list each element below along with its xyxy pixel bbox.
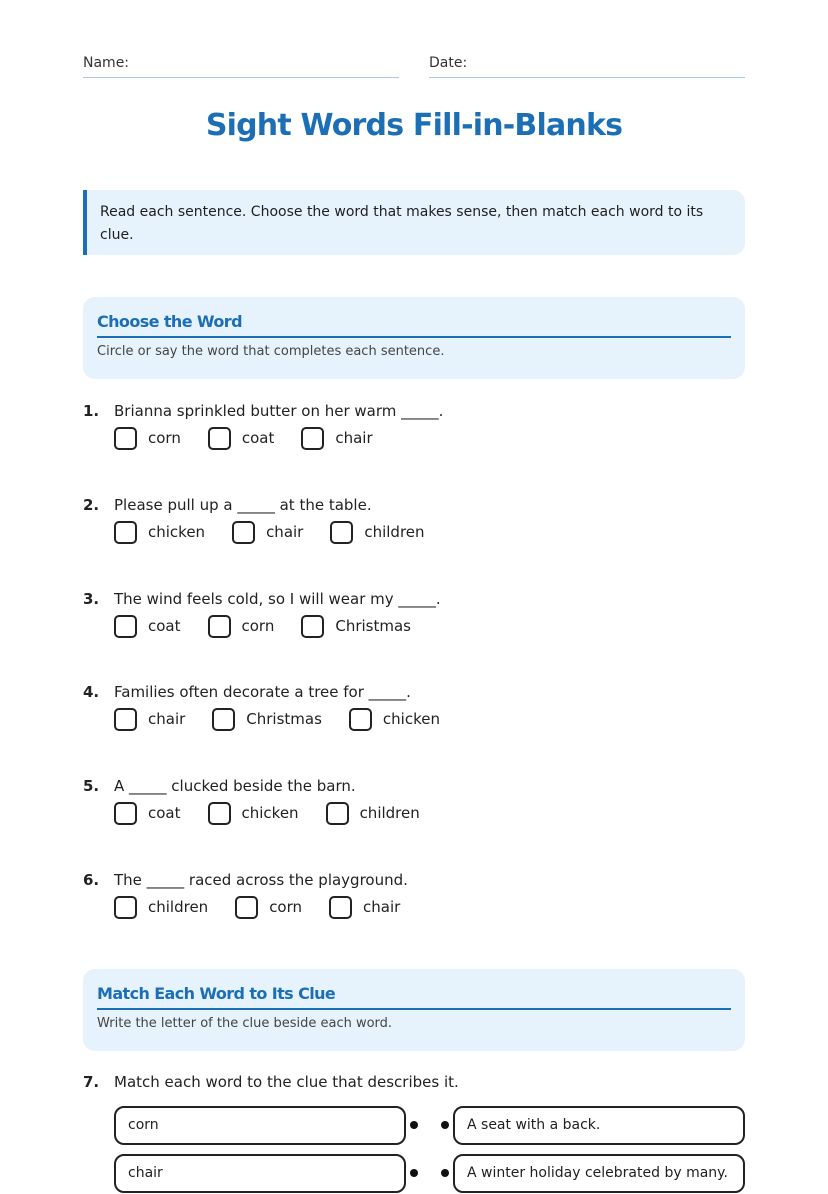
option-label: children [364, 522, 425, 541]
question-4 [83, 682, 745, 728]
option-chair[interactable] [329, 894, 400, 919]
checkbox[interactable] [326, 802, 349, 825]
option-chicken[interactable] [114, 519, 205, 544]
checkbox[interactable] [208, 427, 231, 450]
question-2 [83, 495, 745, 541]
option-corn[interactable] [208, 613, 275, 638]
question-number: 2. [83, 496, 100, 514]
question-6 [83, 870, 745, 916]
question-number: 1. [83, 402, 100, 420]
option-label: Christmas [246, 709, 322, 728]
question-text: Families often decorate a tree for _____. [114, 683, 411, 701]
option-label: corn [148, 428, 181, 447]
section-subtitle: Circle or say the word that completes each sentence. [97, 344, 445, 359]
section-title: Choose the Word [97, 312, 731, 338]
match-clue-box[interactable]: A winter holiday celebrated by many. [453, 1154, 745, 1193]
section-title: Match Each Word to Its Clue [97, 984, 731, 1010]
option-label: chair [148, 709, 186, 728]
option-christmas[interactable] [301, 613, 411, 638]
question-5 [83, 776, 745, 822]
name-field[interactable] [83, 52, 399, 78]
option-chair[interactable] [301, 425, 372, 450]
checkbox[interactable] [114, 615, 137, 638]
question-number: 5. [83, 777, 100, 795]
checkbox[interactable] [114, 896, 137, 919]
match-row [114, 1106, 745, 1146]
option-label: chair [363, 897, 401, 916]
checkbox[interactable] [232, 521, 255, 544]
checkbox[interactable] [208, 802, 231, 825]
page-title: Sight Words Fill-in-Blanks [205, 108, 623, 143]
match-dot-left[interactable] [410, 1169, 418, 1177]
checkbox[interactable] [212, 708, 235, 731]
checkbox[interactable] [301, 615, 324, 638]
option-label: chicken [148, 522, 206, 541]
checkbox[interactable] [330, 521, 353, 544]
instructions-box: Read each sentence. Choose the word that makes sense, then match each word to its clue. [83, 190, 745, 255]
worksheet-page [83, 0, 745, 1181]
option-chicken[interactable] [208, 800, 299, 825]
option-label: coat [148, 803, 181, 822]
option-children[interactable] [114, 894, 208, 919]
option-label: chair [266, 522, 304, 541]
checkbox[interactable] [114, 521, 137, 544]
checkbox[interactable] [114, 427, 137, 450]
option-coat[interactable] [208, 425, 275, 450]
checkbox[interactable] [208, 615, 231, 638]
option-label: chicken [241, 803, 299, 822]
checkbox[interactable] [114, 802, 137, 825]
question-number: 6. [83, 871, 100, 889]
checkbox[interactable] [114, 708, 137, 731]
question-number: 3. [83, 590, 100, 608]
option-corn[interactable] [114, 425, 181, 450]
name-label: Name: [83, 55, 130, 71]
question-3 [83, 589, 745, 635]
checkbox[interactable] [235, 896, 258, 919]
question-text: A _____ clucked beside the barn. [114, 777, 356, 795]
option-label: chair [335, 428, 373, 447]
option-label: Christmas [335, 616, 411, 635]
match-row [114, 1154, 745, 1194]
checkbox[interactable] [329, 896, 352, 919]
match-clue-box[interactable]: A seat with a back. [453, 1106, 745, 1145]
question-number: 4. [83, 683, 100, 701]
option-coat[interactable] [114, 800, 181, 825]
match-dot-right[interactable] [441, 1121, 449, 1129]
question-text: The _____ raced across the playground. [114, 871, 408, 889]
option-chicken[interactable] [349, 706, 440, 731]
option-children[interactable] [330, 519, 424, 544]
option-label: chicken [382, 709, 440, 728]
match-dot-left[interactable] [410, 1121, 418, 1129]
date-field[interactable] [429, 52, 745, 78]
section-subtitle: Write the letter of the clue beside each word. [97, 1016, 393, 1031]
option-label: corn [269, 897, 303, 916]
question-number: 7. [83, 1073, 100, 1091]
option-label: children [148, 897, 209, 916]
option-chair[interactable] [232, 519, 303, 544]
question-text: The wind feels cold, so I will wear my _____. [114, 590, 441, 608]
question-7 [83, 1072, 745, 1092]
match-word-box[interactable]: corn [114, 1106, 406, 1145]
question-text: Match each word to the clue that describes it. [114, 1073, 459, 1091]
section-match [83, 969, 745, 1051]
section-choose-word [83, 297, 745, 379]
question-text: Brianna sprinkled butter on her warm _____. [114, 402, 444, 420]
option-children[interactable] [326, 800, 420, 825]
match-word-box[interactable]: chair [114, 1154, 406, 1193]
option-label: corn [241, 616, 275, 635]
option-christmas[interactable] [212, 706, 322, 731]
option-coat[interactable] [114, 613, 181, 638]
match-dot-right[interactable] [441, 1169, 449, 1177]
option-label: children [359, 803, 420, 822]
option-chair[interactable] [114, 706, 185, 731]
option-label: coat [148, 616, 181, 635]
checkbox[interactable] [349, 708, 372, 731]
date-label: Date: [429, 55, 468, 71]
checkbox[interactable] [301, 427, 324, 450]
option-label: coat [241, 428, 275, 447]
question-text: Please pull up a _____ at the table. [114, 496, 372, 514]
option-corn[interactable] [235, 894, 302, 919]
question-1 [83, 401, 745, 447]
